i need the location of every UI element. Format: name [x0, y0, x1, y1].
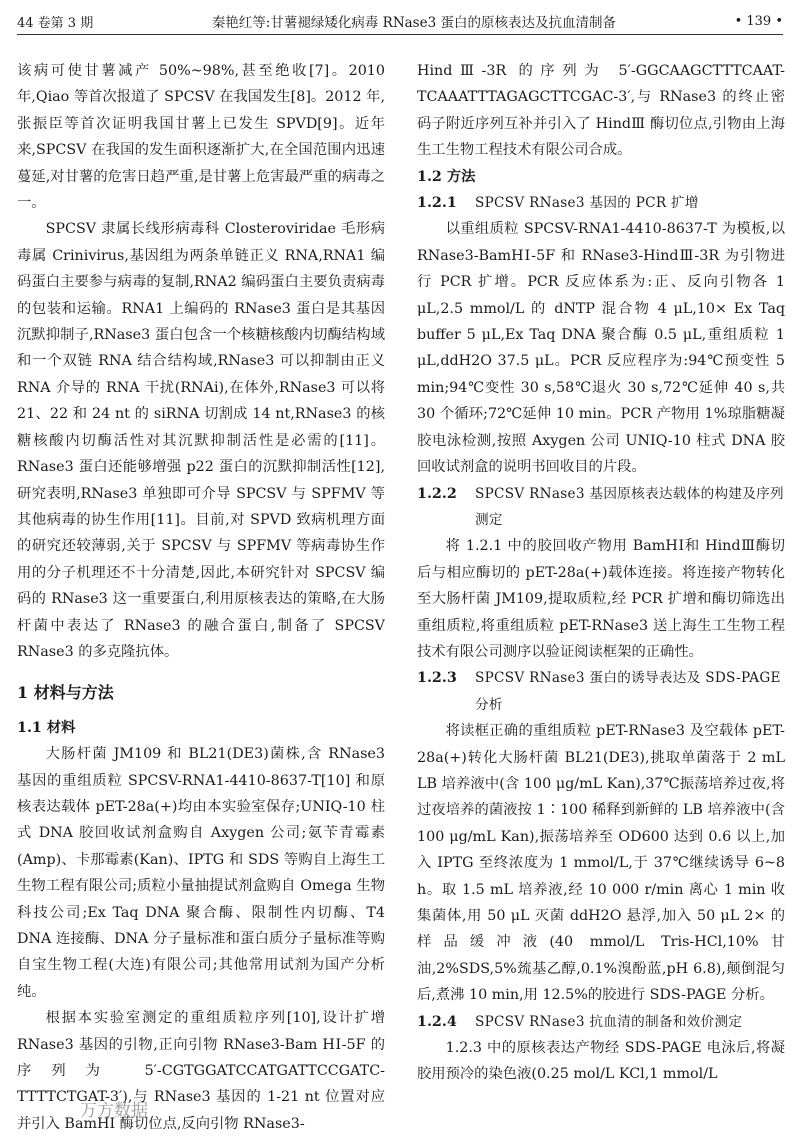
subsubsection-heading-vector	[417, 481, 785, 534]
subsection-heading-materials: 1.1 材料	[17, 719, 76, 736]
paragraph-pcr: 以重组质粒 SPCSV-RNA1-4410-8637-T 为模板,以 RNase3-BamHⅠ-5F 和 RNase3-HindⅢ-3R 为引物进行 PCR 扩增。PCR 反应体系为:正、反向引物各 1 μL,2.5 mmol/L 的 dNTP 混合物 4 μL,10× Ex Taq buffer 5 μL,Ex Taq DNA 聚合酶 0.5 μL,重组质粒 1 μL,ddH2O 37.5 μL。PCR 反应程序为:94℃预变性 5 min;94℃变性 30 s,58℃退火 30 s,72℃延伸 40 s,共 30 个循环;72℃延伸 10 min。PCR 产物用 1%琼脂糖凝胶电泳检测,按照 Axygen 公司 UNIQ-10 柱式 DNA 胶回收试剂盒的说明书回收目的片段。	[417, 221, 785, 476]
subsubsection-number: 1.2.1	[417, 195, 457, 212]
journal-volume: 44 卷第 3 期	[17, 15, 94, 31]
running-title: 秦艳红等:甘薯褪绿矮化病毒 RNase3 蛋白的原核表达及抗血清制备	[211, 15, 616, 31]
subsubsection-number: 1.2.2	[417, 485, 457, 502]
running-header	[17, 8, 783, 35]
subsubsection-number: 1.2.4	[417, 1013, 457, 1030]
database-watermark: 万方数据	[80, 1101, 148, 1121]
paragraph-vector: 将 1.2.1 中的胶回收产物用 BamHⅠ和 HindⅢ酶切后与相应酶切的 pET-28a(+)载体连接。将连接产物转化至大肠杆菌 JM109,提取质粒,经 PCR 扩增和酶切筛选出重组质粒,将重组质粒 pET-RNase3 送上海生工生物工程技术有限公司测序以验证阅读框架的正确性。	[417, 538, 785, 660]
page-number: • 139 •	[734, 13, 783, 29]
paragraph-primers-continued: HindⅢ-3R 的序列为 5′-GGCAAGCTTTCAAT-TCAAATTTAGAGCTTCGAC-3′,与 RNase3 的终止密码子附近序列互补并引入了 HindⅢ 酶切位点,引物由上海生工生物工程技术有限公司合成。	[417, 63, 785, 159]
paragraph-rnase3-background: SPCSV 隶属长线形病毒科 Closteroviridae 毛形病毒属 Crinivirus,基因组为两条单链正义 RNA,RNA1 编码蛋白主要参与病毒的复制,RNA2 编码蛋白主要负责病毒的包装和运输。RNA1 上编码的 RNase3 蛋白是其基因沉默抑制子,RNase3 蛋白包含一个核糖核酸内切酶结构域和一个双链 RNA 结合结构域,RNase3 可以抑制由正义 RNA 介导的 RNA 干扰(RNAi),在体外,RNase3 可以将 21、22 和 24 nt 的 siRNA 切割成 14 nt,RNase3 的核糖核酸内切酶活性对其沉默抑制活性是必需的[11]。RNase3 蛋白还能够增强 p22 蛋白的沉默抑制活性[12],研究表明,RNase3 单独即可介导 SPCSV 与 SPFMV 等其他病毒的协生作用[11]。目前,对 SPVD 致病机理方面的研究还较薄弱,关于 SPCSV 与 SPFMV 等病毒协生作用的分子机理还不十分清楚,因此,本研究针对 SPCSV 编码的 RNase3 这一重要蛋白,利用原核表达的策略,在大肠杆菌中表达了 RNase3 的融合蛋白,制备了 SPCSV RNase3 的多克隆抗体。	[17, 221, 385, 660]
subsubsection-heading-expression	[417, 665, 785, 718]
subsubsection-number: 1.2.3	[417, 670, 457, 687]
paragraph-primers: 根据本实验室测定的重组质粒序列[10],设计扩增 RNase3 基因的引物,正向引物 RNase3-Bam HⅠ-5F 的序列为 5′-CGTGGATCCATGATTCCGATC-TTTTCTGAT-3′),与 RNase3 基因的 1-21 nt 位置对应并引入 BamHI 酶切位点,反向引物 RNase3-	[17, 1010, 385, 1132]
paragraph-expression: 将读框正确的重组质粒 pET-RNase3 及空载体 pET-28a(+)转化大肠杆菌 BL21(DE3),挑取单菌落于 2 mL LB 培养液中(含 100 μg/mL Kan),37℃振荡培养过夜,将过夜培养的菌液按 1∶100 稀释到新鲜的 LB 培养液中(含 100 μg/mL Kan),振荡培养至 OD600 达到 0.6 以上,加入 IPTG 至终浓度为 1 mmol/L,于 37℃继续诱导 6~8 h。取 1.5 mL 培养液,经 10 000 r/min 离心 1 min 收集菌体,用 50 μL 灭菌 ddH2O 悬浮,加入 50 μL 2× 的样品缓冲液(40 mmol/L Tris-HCl,10%甘油,2%SDS,5%巯基乙醇,0.1%溴酚蓝,pH 6.8),颠倒混匀后,煮沸 10 min,用 12.5%的胶进行 SDS-PAGE 分析。	[417, 723, 785, 1004]
paragraph-materials: 大肠杆菌 JM109 和 BL21(DE3)菌株,含 RNase3 基因的重组质粒 SPCSV-RNA1-4410-8637-T[10] 和原核表达载体 pET-28a(+)均由本实验室保存;UNIQ-10 柱式 DNA 胶回收试剂盒购自 Axygen 公司;氨苄青霉素(Amp)、卡那霉素(Kan)、IPTG 和 SDS 等购自上海生工生物工程有限公司;质粒小量抽提试剂盒购自 Omega 生物科技公司;Ex Taq DNA 聚合酶、限制性内切酶、T4 DNA 连接酶、DNA 分子量标准和蛋白质分子量标准等购自宝生物工程(大连)有限公司;其他常用试剂为国产分析纯。	[17, 746, 385, 1000]
subsubsection-heading-pcr	[417, 190, 785, 216]
right-column	[417, 58, 785, 1134]
section-heading-materials-methods: 1 材料与方法	[17, 683, 114, 703]
paragraph-intro-continued: 该病可使甘薯减产 50%~98%,甚至绝收[7]。2010年,Qiao 等首次报道了 SPCSV 在我国发生[8]。2012 年,张振臣等首次证明我国甘薯上已发生 SPVD[9]。近年来,SPCSV 在我国的发生面积逐渐扩大,在全国范围内迅速蔓延,对甘薯的危害日趋严重,是甘薯上危害最严重的病毒之一。	[17, 63, 385, 212]
left-column	[17, 58, 385, 1134]
subsubsection-title: SPCSV RNase3 基因的 PCR 扩增	[475, 195, 699, 212]
subsubsection-title: SPCSV RNase3 蛋白的诱导表达及 SDS-PAGE 分析	[475, 670, 781, 713]
subsection-heading-methods: 1.2 方法	[417, 168, 476, 185]
subsubsection-heading-antiserum	[417, 1009, 785, 1035]
paragraph-antiserum: 1.2.3 中的原核表达产物经 SDS-PAGE 电泳后,将凝胶用预冷的染色液(0.25 mol/L KCl,1 mmol/L	[417, 1040, 785, 1083]
subsubsection-title: SPCSV RNase3 基因原核表达载体的构建及序列测定	[475, 485, 784, 528]
subsubsection-title: SPCSV RNase3 抗血清的制备和效价测定	[475, 1013, 743, 1030]
